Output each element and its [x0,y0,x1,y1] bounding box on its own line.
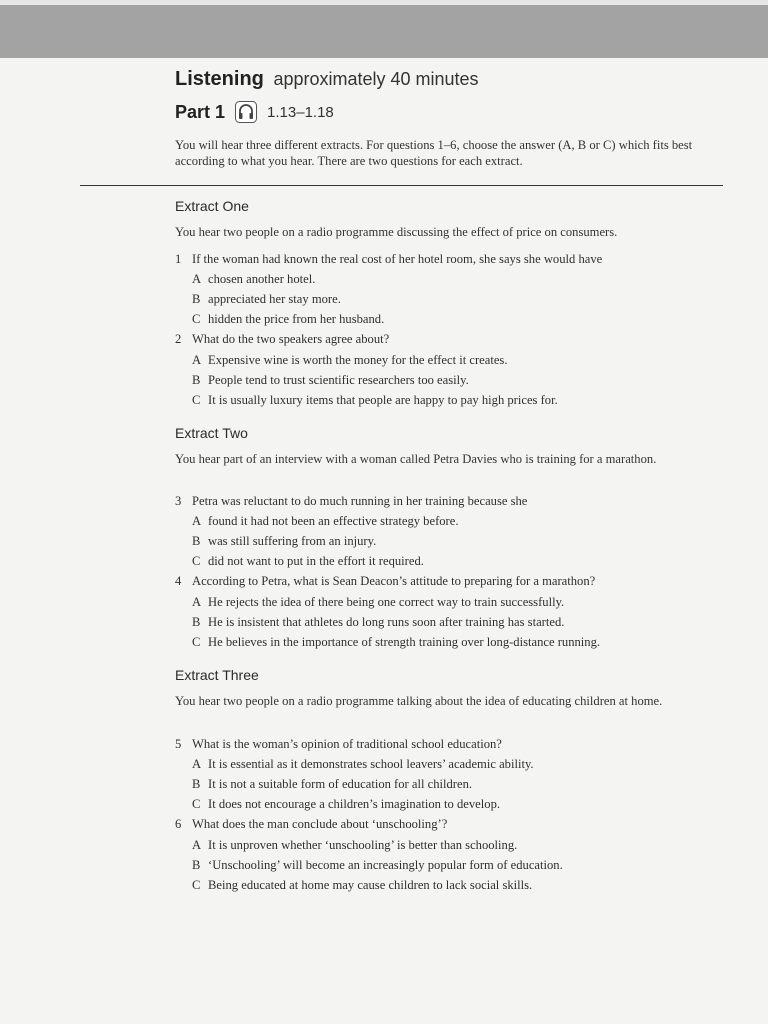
option-text: It is unproven whether ‘unschooling’ is better than schooling. [208,838,518,852]
section-heading [175,68,479,91]
option-letter: A [192,838,202,852]
question-text: What does the man conclude about ‘unschooling’? [192,817,448,831]
part-title: Part 1 [175,101,226,122]
option-text: It is not a suitable form of education for all children. [208,777,473,791]
question-text: What is the woman’s opinion of traditional school education? [192,737,502,751]
answer-option [192,393,558,408]
question-number: 1 [175,252,182,266]
answer-option [192,838,517,853]
headphones-icon [235,101,257,123]
option-letter: B [192,777,201,791]
option-letter: C [192,312,201,326]
option-letter: C [192,635,201,649]
option-letter: B [192,858,201,872]
option-text: It is usually luxury items that people are happy to pay high prices for. [208,393,558,407]
option-text: did not want to put in the effort it required. [208,554,424,568]
answer-option [192,595,564,610]
question-number: 3 [175,494,182,508]
header-bar [0,5,768,58]
question-text: If the woman had known the real cost of her hotel room, she says she would have [192,252,603,266]
extract-description: You hear two people on a radio programme discussing the effect of price on consumers. [175,225,618,239]
option-text: He believes in the importance of strength training over long-distance running. [208,635,601,649]
question-text: What do the two speakers agree about? [192,332,390,346]
question [175,737,502,752]
option-letter: A [192,757,202,771]
option-text: Expensive wine is worth the money for the effect it creates. [208,353,508,367]
option-text: It is essential as it demonstrates school leavers’ academic ability. [208,757,534,771]
answer-option [192,373,469,388]
answer-option [192,272,315,287]
option-letter: C [192,554,201,568]
option-text: It does not encourage a children’s imagination to develop. [208,797,501,811]
option-letter: A [192,514,202,528]
extract-title: Extract One [175,198,249,214]
question-text: According to Petra, what is Sean Deacon’s attitude to preparing for a marathon? [192,574,596,588]
extract-description: You hear two people on a radio programme talking about the idea of educating children at home. [175,694,663,708]
divider [80,185,723,186]
option-text: Being educated at home may cause children to lack social skills. [208,878,533,892]
question-number: 6 [175,817,182,831]
option-letter: C [192,393,201,407]
answer-option [192,777,472,792]
option-letter: A [192,595,202,609]
option-letter: B [192,292,201,306]
answer-option [192,292,341,307]
extract-description: You hear part of an interview with a woman called Petra Davies who is training for a marathon. [175,452,657,466]
option-letter: B [192,615,201,629]
question [175,252,602,267]
answer-option [192,312,384,327]
answer-option [192,534,376,549]
answer-option [192,858,563,873]
option-letter: A [192,353,202,367]
question-text: Petra was reluctant to do much running in her training because she [192,494,528,508]
question [175,574,595,589]
extract-title: Extract Three [175,667,259,683]
answer-option [192,878,532,893]
question [175,332,389,347]
answer-option [192,615,564,630]
option-text: He rejects the idea of there being one correct way to train successfully. [208,595,565,609]
answer-option [192,353,507,368]
option-text: chosen another hotel. [208,272,316,286]
section-title: Listening [175,68,264,90]
answer-option [192,514,459,529]
answer-option [192,554,424,569]
part-heading [175,101,334,123]
option-text: People tend to trust scientific researchers too easily. [208,373,469,387]
question [175,494,527,509]
option-text: hidden the price from her husband. [208,312,385,326]
option-letter: C [192,797,201,811]
answer-option [192,797,500,812]
option-text: found it had not been an effective strategy before. [208,514,459,528]
option-text: was still suffering from an injury. [208,534,377,548]
track-numbers: 1.13–1.18 [267,103,334,121]
question-number: 5 [175,737,182,751]
question [175,817,447,832]
option-text: ‘Unschooling’ will become an increasingly popular form of education. [208,858,563,872]
option-letter: C [192,878,201,892]
instructions: You will hear three different extracts. For questions 1–6, choose the answer (A, B or C) which fits best according to what you hear. There are two questions for each extract. [175,138,693,168]
extract-title: Extract Two [175,425,248,441]
option-letter: A [192,272,202,286]
option-letter: B [192,373,201,387]
answer-option [192,757,534,772]
option-text: He is insistent that athletes do long runs soon after training has started. [208,615,565,629]
section-duration: approximately 40 minutes [273,69,479,89]
answer-option [192,635,600,650]
question-number: 4 [175,574,182,588]
question-number: 2 [175,332,182,346]
option-text: appreciated her stay more. [208,292,341,306]
option-letter: B [192,534,201,548]
